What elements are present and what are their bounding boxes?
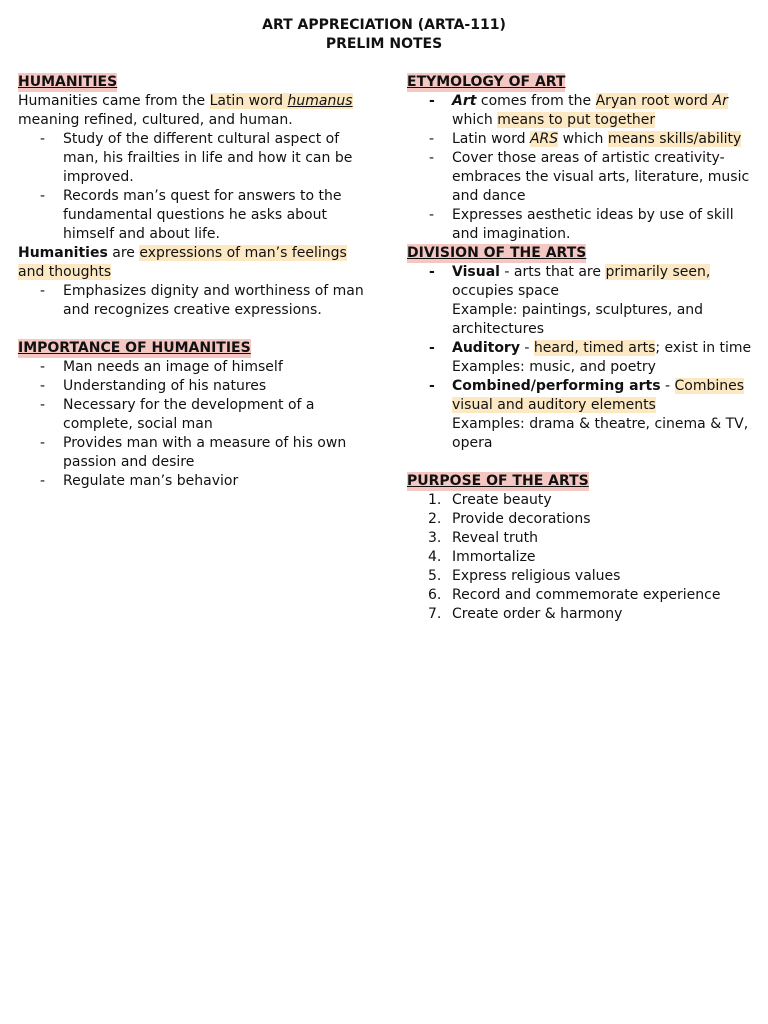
list-item: - Necessary for the development of a complete, social man — [40, 397, 315, 432]
right-column — [407, 73, 755, 624]
term-ar: Ar — [712, 93, 728, 109]
bold-dash-marker: - — [429, 93, 435, 109]
dash-marker: - — [40, 435, 46, 451]
title-line-2: PRELIM NOTES — [325, 36, 443, 52]
list-item: 4. Immortalize — [428, 549, 536, 565]
list-item: - Records man’s quest for answers to the fundamental questions he asks about himself and about life. — [40, 188, 342, 242]
highlight-expressions: expressions of man’s feelings and thoughts — [18, 245, 347, 280]
list-item: - Regulate man’s behavior — [40, 473, 239, 489]
auditory-example: Examples: music, and poetry — [452, 359, 656, 375]
purpose-section — [407, 472, 755, 624]
highlight-put-together: means to put together — [497, 112, 656, 128]
list-item: - Cover those areas of artistic creativity- embraces the visual arts, literature, music and dance — [429, 150, 750, 204]
humanities-section — [18, 73, 368, 320]
list-item: - Combined/performing arts - Combines visual and auditory elements Examples: drama & theatre, cinema & TV, opera — [429, 378, 749, 451]
list-item: - Study of the different cultural aspect of man, his frailties in life and how it can be improved. — [40, 131, 353, 185]
dash-marker: - — [40, 131, 46, 147]
etymology-heading: ETYMOLOGY OF ART — [407, 74, 566, 90]
humanities-definition: Humanities are expressions of man’s feelings and thoughts — [18, 245, 347, 280]
highlight-latin-word: Latin word humanus — [209, 93, 353, 109]
dash-marker: - — [40, 283, 46, 299]
list-item: 6. Record and commemorate experience — [428, 587, 721, 603]
number-marker: 6. — [428, 587, 442, 603]
highlight-aryan-root: Aryan root word Ar — [595, 93, 728, 109]
dash-marker: - — [40, 378, 46, 394]
etymology-points — [407, 92, 755, 244]
document-title — [0, 16, 768, 54]
division-points — [407, 263, 755, 453]
section-spacer — [407, 453, 755, 472]
humanities-intro: Humanities came from the Latin word humanus meaning refined, cultured, and human. — [18, 93, 353, 128]
bold-dash-marker: - — [429, 378, 435, 394]
term-combined: Combined/performing arts — [452, 378, 661, 394]
list-item: - Man needs an image of himself — [40, 359, 283, 375]
number-marker: 2. — [428, 511, 442, 527]
division-section — [407, 244, 755, 453]
dash-marker: - — [429, 207, 435, 223]
highlight-heard-timed: heard, timed arts — [533, 340, 656, 356]
list-item: - Provides man with a measure of his own passion and desire — [40, 435, 347, 470]
term-ars: ARS — [529, 131, 559, 147]
number-marker: 3. — [428, 530, 442, 546]
bold-dash-marker: - — [429, 340, 435, 356]
visual-example: Example: paintings, sculptures, and architectures — [452, 302, 704, 337]
list-item: - Art comes from the Aryan root word Ar which means to put together — [429, 93, 728, 128]
importance-points — [18, 358, 368, 491]
list-item: - Expresses aesthetic ideas by use of skill and imagination. — [429, 207, 734, 242]
term-art: Art — [452, 93, 477, 109]
list-item: 5. Express religious values — [428, 568, 621, 584]
etymology-section — [407, 73, 755, 244]
number-marker: 7. — [428, 606, 442, 622]
dash-marker: - — [429, 150, 435, 166]
list-item: 7. Create order & harmony — [428, 606, 623, 622]
highlight-primarily-seen: primarily seen, — [605, 264, 711, 280]
humanities-points — [18, 130, 368, 244]
list-item: - Emphasizes dignity and worthiness of man and recognizes creative expressions. — [40, 283, 364, 318]
division-heading: DIVISION OF THE ARTS — [407, 245, 587, 261]
highlight-combines: Combines visual and auditory elements — [452, 378, 745, 413]
importance-heading: IMPORTANCE OF HUMANITIES — [18, 340, 251, 356]
left-column — [18, 73, 368, 491]
list-item: - Latin word ARS which means skills/ability — [429, 131, 742, 147]
list-item: - Understanding of his natures — [40, 378, 267, 394]
list-item: - Visual - arts that are primarily seen, occupies space Example: paintings, sculptures, and architectures — [429, 264, 711, 337]
list-item: 2. Provide decorations — [428, 511, 591, 527]
dash-marker: - — [40, 359, 46, 375]
dash-marker: - — [40, 397, 46, 413]
section-spacer — [18, 320, 368, 339]
term-humanities: Humanities — [18, 245, 108, 261]
humanities-heading: HUMANITIES — [18, 74, 118, 90]
combined-example: Examples: drama & theatre, cinema & TV, opera — [452, 416, 749, 451]
purpose-list — [407, 491, 755, 624]
list-item: 1. Create beauty — [428, 492, 552, 508]
title-line-1: ART APPRECIATION (ARTA-111) — [262, 17, 506, 33]
dash-marker: - — [40, 188, 46, 204]
term-auditory: Auditory — [452, 340, 520, 356]
highlight-skills: means skills/ability — [607, 131, 742, 147]
number-marker: 1. — [428, 492, 442, 508]
purpose-heading: PURPOSE OF THE ARTS — [407, 473, 589, 489]
importance-section — [18, 339, 368, 491]
list-item: - Auditory - heard, timed arts; exist in time Examples: music, and poetry — [429, 340, 752, 375]
dash-marker: - — [40, 473, 46, 489]
number-marker: 4. — [428, 549, 442, 565]
bold-dash-marker: - — [429, 264, 435, 280]
dash-marker: - — [429, 131, 435, 147]
humanities-definition-points — [18, 282, 368, 320]
list-item: 3. Reveal truth — [428, 530, 539, 546]
number-marker: 5. — [428, 568, 442, 584]
term-humanus: humanus — [287, 93, 353, 109]
term-visual: Visual — [452, 264, 500, 280]
